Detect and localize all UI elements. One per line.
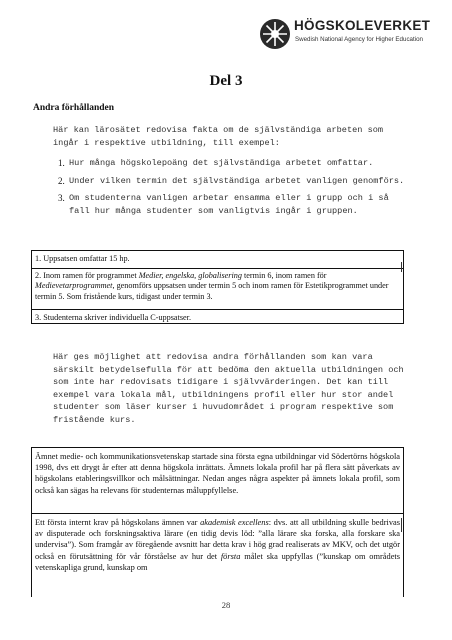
answer-1-text: 1. Uppsatsen omfattar 15 hp. [35, 254, 130, 263]
list-number: 1. [58, 158, 65, 168]
hogskoleverket-logo [258, 14, 431, 58]
answer-2-text: 2. Inom ramen för programmet [35, 271, 139, 280]
question-list [53, 157, 413, 222]
program-name-medievetar: Medievetarprogrammet [35, 281, 113, 291]
list-item [53, 175, 413, 188]
answer-2-text: termin 6, inom ramen för [241, 271, 327, 280]
margin-mark [401, 518, 402, 532]
logo-text: HÖGSKOLEVERKET [294, 18, 431, 33]
body-text-box [31, 447, 404, 597]
intro-text: Här kan lärosätet redovisa fakta om de självständiga arbeten som ingår i respektive utbildning, till exempel: [53, 125, 384, 148]
body-paragraph-1: Ämnet medie- och kommunikationsvetenskap startade sina första egna utbildningar vid Södertörns högskola 1998, dvs ett drygt år efter att denna högskola inrättats. Ämnets lokala profil har på flera sätt påverkats av högskolans etableringsvillkor och målsättningar. Nedan anges några aspekter på ämnets lokala profil, som också kan sägas ha relevans för studenternas måluppfyllelse. [35, 452, 400, 495]
paragraph-text: : dvs. att all utbildning skulle bedrivas av disputerade och forskningsaktiva lärare (en tidig devis löd: ”alla lärare ska forska, alla forskare ska undervisa”). Som framgår av föregående avsnitt har detta krav i hög grad realiserats av MKV, och det utgör också en förutsättning för vår förståelse av hur det [35, 518, 400, 561]
list-item [53, 192, 413, 217]
section-heading: Andra förhållanden [33, 103, 115, 113]
emphasis-text: första [220, 551, 241, 561]
logo-subtitle: Swedish National Agency for Higher Education [295, 36, 423, 43]
list-item-text: Under vilken termin det självständiga arbetet vanligen genomförs. [69, 175, 405, 186]
page-number: 28 [221, 600, 231, 610]
paragraph-text: målet ska uppfyllas (”kunskap om områdets vetenskapliga grund, kunskap om [35, 551, 400, 572]
divider [32, 513, 403, 514]
answer-3-text: 3. Studenterna skriver individuella C-uppsatser. [35, 313, 191, 322]
list-number: 2. [58, 175, 65, 186]
answer-row-3 [32, 309, 403, 325]
list-item-text: Om studenterna vanligen arbetar ensamma eller i grupp och i så fall hur många studenter som vanligtvis ingår i gruppen. [69, 193, 389, 216]
body-paragraph-2 [35, 517, 400, 573]
intro-text-2: Här ges möjlighet att redovisa andra förhållanden som kan vara särskilt betydelsefulla för att bedöma den aktuella utbildningen och som inte har redovisats tidigare i självvärderingen. Det kan till exempel vara lokala mål, utbildningens profil eller hur stor andel studenter som läser kurser i huvudområdet i program respektive som fristående kurs. [53, 352, 404, 425]
answer-row-2 [32, 268, 403, 309]
list-item-text: Hur många högskolepoäng det självständiga arbetet omfattar. [69, 158, 374, 168]
answer-row-1 [32, 251, 403, 268]
part-title: Del 3 [209, 73, 243, 89]
list-number: 3. [58, 193, 65, 203]
logo-emblem-icon [258, 17, 292, 51]
paragraph-text: Ett första internt krav på högskolans ämnen var [35, 518, 201, 527]
answer-2-text: , genomförs uppsatsen under termin 5 och inom ramen för Estetikprogrammet under termin 5. Som fristående kurs, tidigast under termin 3. [35, 281, 389, 301]
list-item [53, 157, 413, 170]
program-name-medier: Medier, engelska, globalisering [138, 271, 242, 280]
margin-mark [401, 262, 402, 272]
emphasis-text: akademisk excellens [200, 518, 269, 527]
answer-box [31, 250, 404, 324]
